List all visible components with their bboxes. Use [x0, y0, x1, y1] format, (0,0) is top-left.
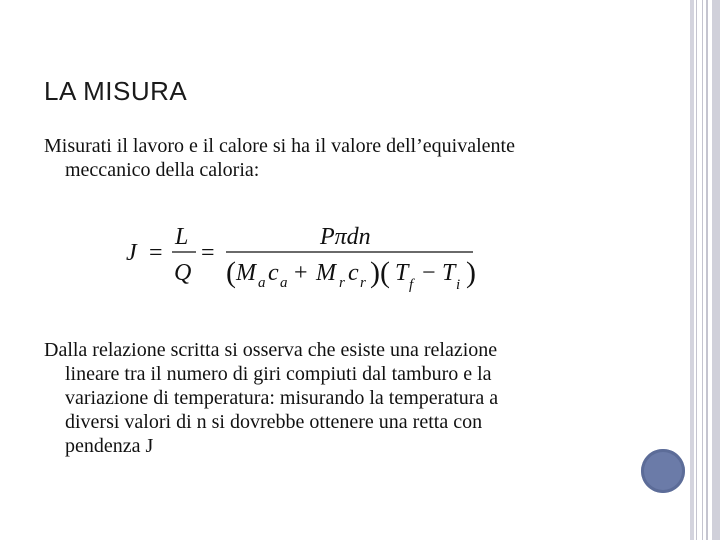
decorative-circle [641, 449, 685, 493]
intro-line-2: meccanico della caloria: [65, 159, 260, 181]
conclusion-paragraph [44, 338, 498, 458]
formula-mass-a: M [236, 260, 256, 286]
slide-title: LA MISURA [44, 76, 188, 106]
side-decor-bar-3 [702, 0, 703, 540]
formula-mass-r: M [316, 260, 336, 286]
conclusion-line-1: Dalla relazione scritta si osserva che esiste una relazione [44, 339, 498, 361]
formula-paren-close: ) [466, 256, 476, 289]
formula-equals-2: = [201, 240, 215, 266]
side-decor-bar-5 [712, 0, 720, 540]
formula-numerator: Pπdn [320, 224, 371, 250]
intro-line-1: Misurati il lavoro e il calore si ha il valore dell’equivalente [44, 135, 515, 157]
conclusion-line-4: diversi valori di n si dovrebbe ottenere una retta con [65, 411, 483, 433]
formula-work-L: L [175, 224, 189, 250]
formula-minus: − [422, 260, 436, 286]
intro-paragraph [44, 134, 515, 182]
formula-heat-c-a: c [268, 260, 279, 286]
formula-paren-mid: )( [370, 256, 390, 289]
formula-sub-r1: r [339, 275, 345, 291]
side-decor-bar-1 [690, 0, 694, 540]
formula-temp-initial: T [442, 260, 456, 286]
side-decor-bar-4 [706, 0, 708, 540]
conclusion-line-5: pendenza J [65, 435, 154, 457]
formula-equals-1: = [149, 240, 163, 266]
formula-temp-final: T [395, 260, 409, 286]
conclusion-line-2: lineare tra il numero di giri compiuti dal tamburo e la [65, 363, 492, 385]
formula-plus: + [294, 260, 308, 286]
formula-heat-Q: Q [174, 260, 192, 286]
formula-sub-f: f [409, 277, 414, 293]
formula-lhs: J [126, 240, 137, 266]
formula-sub-a1: a [258, 275, 266, 291]
side-decor-bar-2 [696, 0, 697, 540]
conclusion-line-3: variazione di temperatura: misurando la temperatura a [65, 387, 499, 409]
formula-sub-r2: r [360, 275, 366, 291]
equivalent-formula [120, 218, 490, 300]
formula-sub-i: i [456, 277, 461, 293]
formula-paren-open: ( [226, 256, 236, 289]
formula-sub-a2: a [280, 275, 288, 291]
formula-heat-c-r: c [348, 260, 359, 286]
